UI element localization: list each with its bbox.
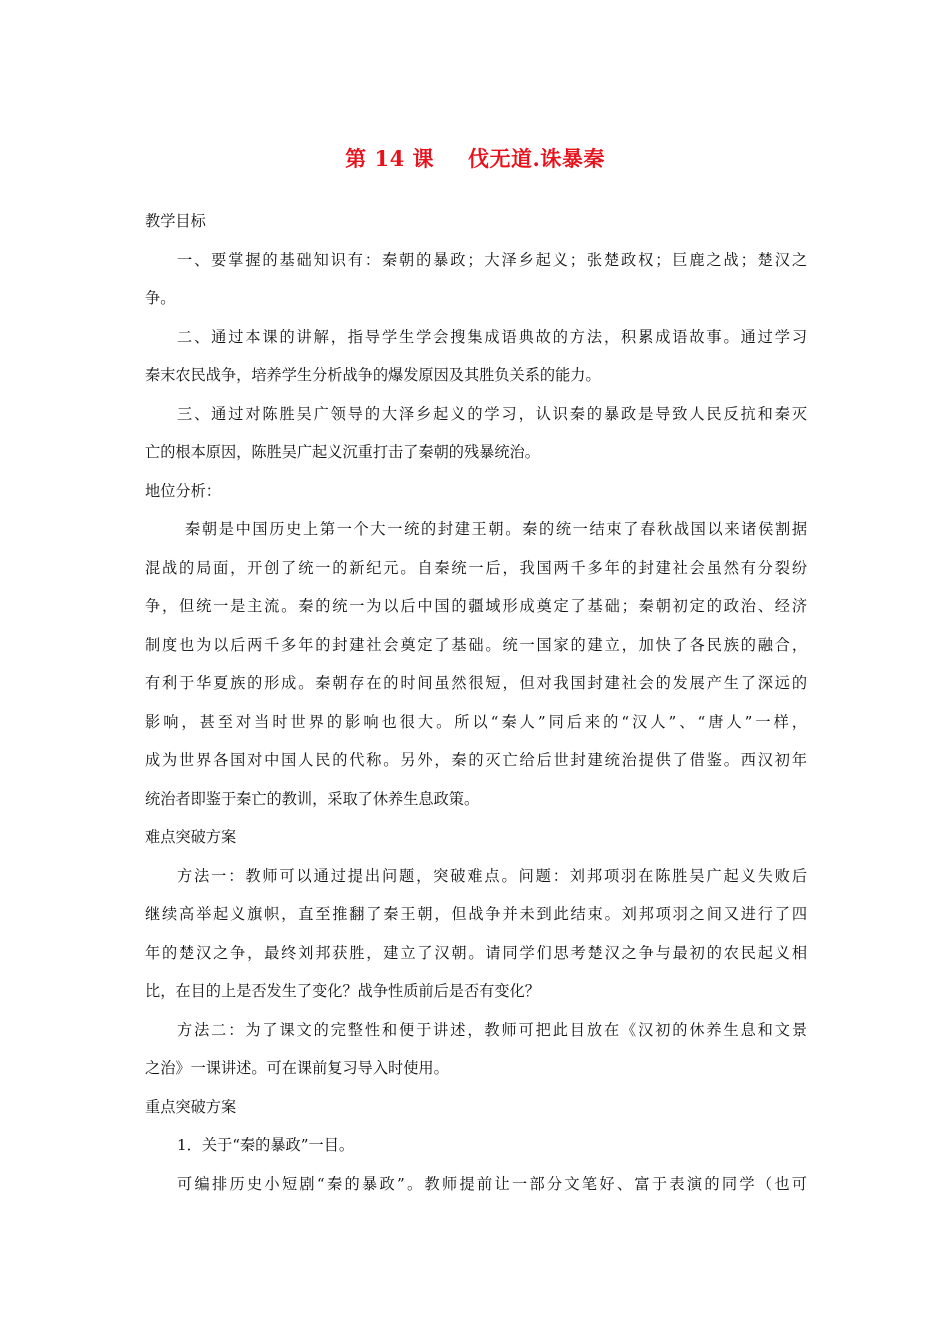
paragraph-line: 混战的局面，开创了统一的新纪元。自秦统一后，我国两千多年的封建社会虽然有分裂纷 bbox=[145, 558, 807, 577]
lesson-number: 第 14 课 bbox=[345, 146, 435, 171]
paragraph-line: 年的楚汉之争，最终刘邦获胜，建立了汉朝。请同学们思考楚汉之争与最初的农民起义相 bbox=[145, 943, 807, 962]
lesson-title bbox=[0, 143, 950, 173]
paragraph-line: 三、通过对陈胜吴广领导的大泽乡起义的学习，认识秦的暴政是导致人民反抗和秦灭 bbox=[177, 404, 807, 423]
paragraph-line: 一、要掌握的基础知识有：秦朝的暴政；大泽乡起义；张楚政权；巨鹿之战；楚汉之 bbox=[177, 250, 807, 269]
document-body bbox=[145, 202, 807, 1203]
lesson-name: 伐无道.诛暴秦 bbox=[468, 146, 605, 171]
paragraph-line: 有利于华夏族的形成。秦朝存在的时间虽然很短，但对我国封建社会的发展产生了深远的 bbox=[145, 674, 807, 692]
heading-position-analysis: 地位分析： bbox=[145, 481, 221, 500]
heading-key-point-plan: 重点突破方案 bbox=[145, 1097, 237, 1116]
paragraph-line: 继续高举起义旗帜，直至推翻了秦王朝，但战争并未到此结束。刘邦项羽之间又进行了四 bbox=[145, 905, 807, 923]
paragraph-line: 秦朝是中国历史上第一个大一统的封建王朝。秦的统一结束了春秋战国以来诸侯割据 bbox=[185, 520, 807, 538]
paragraph-line: 争。 bbox=[145, 289, 176, 307]
paragraph-line: 亡的根本原因，陈胜吴广起义沉重打击了秦朝的残暴统治。 bbox=[145, 443, 540, 461]
paragraph-line: 统治者即鉴于秦亡的教训，采取了休养生息政策。 bbox=[145, 789, 480, 808]
paragraph-line: 影响，甚至对当时世界的影响也很大。所以“秦人”同后来的“汉人”、“唐人”一样， bbox=[145, 712, 807, 731]
paragraph-line: 成为世界各国对中国人民的代称。另外，秦的灭亡给后世封建统治提供了借鉴。西汉初年 bbox=[145, 751, 807, 769]
heading-teaching-goals: 教学目标 bbox=[145, 212, 206, 230]
heading-difficulty-plan: 难点突破方案 bbox=[145, 828, 237, 846]
paragraph-line: 方法二：为了课文的完整性和便于讲述，教师可把此目放在《汉初的休养生息和文景 bbox=[177, 1020, 807, 1039]
paragraph-line: 二、通过本课的讲解，指导学生学会搜集成语典故的方法，积累成语故事。通过学习 bbox=[177, 327, 807, 346]
paragraph-line: 制度也为以后两千多年的封建社会奠定了基础。统一国家的建立，加快了各民族的融合， bbox=[145, 635, 807, 654]
paragraph-line: 秦末农民战争，培养学生分析战争的爆发原因及其胜负关系的能力。 bbox=[145, 366, 601, 384]
paragraph-line: 之治》一课讲述。可在课前复习导入时使用。 bbox=[145, 1059, 449, 1077]
paragraph-line: 比，在目的上是否发生了变化？战争性质前后是否有变化？ bbox=[145, 982, 540, 1000]
paragraph-line: 争，但统一是主流。秦的统一为以后中国的疆域形成奠定了基础；秦朝初定的政治、经济 bbox=[145, 597, 807, 615]
paragraph-line: 可编排历史小短剧“秦的暴政”。教师提前让一部分文笔好、富于表演的同学（也可 bbox=[177, 1174, 807, 1193]
paragraph-line: 方法一：教师可以通过提出问题，突破难点。问题：刘邦项羽在陈胜吴广起义失败后 bbox=[177, 866, 807, 885]
list-item: 1．关于“秦的暴政”一目。 bbox=[177, 1136, 355, 1154]
